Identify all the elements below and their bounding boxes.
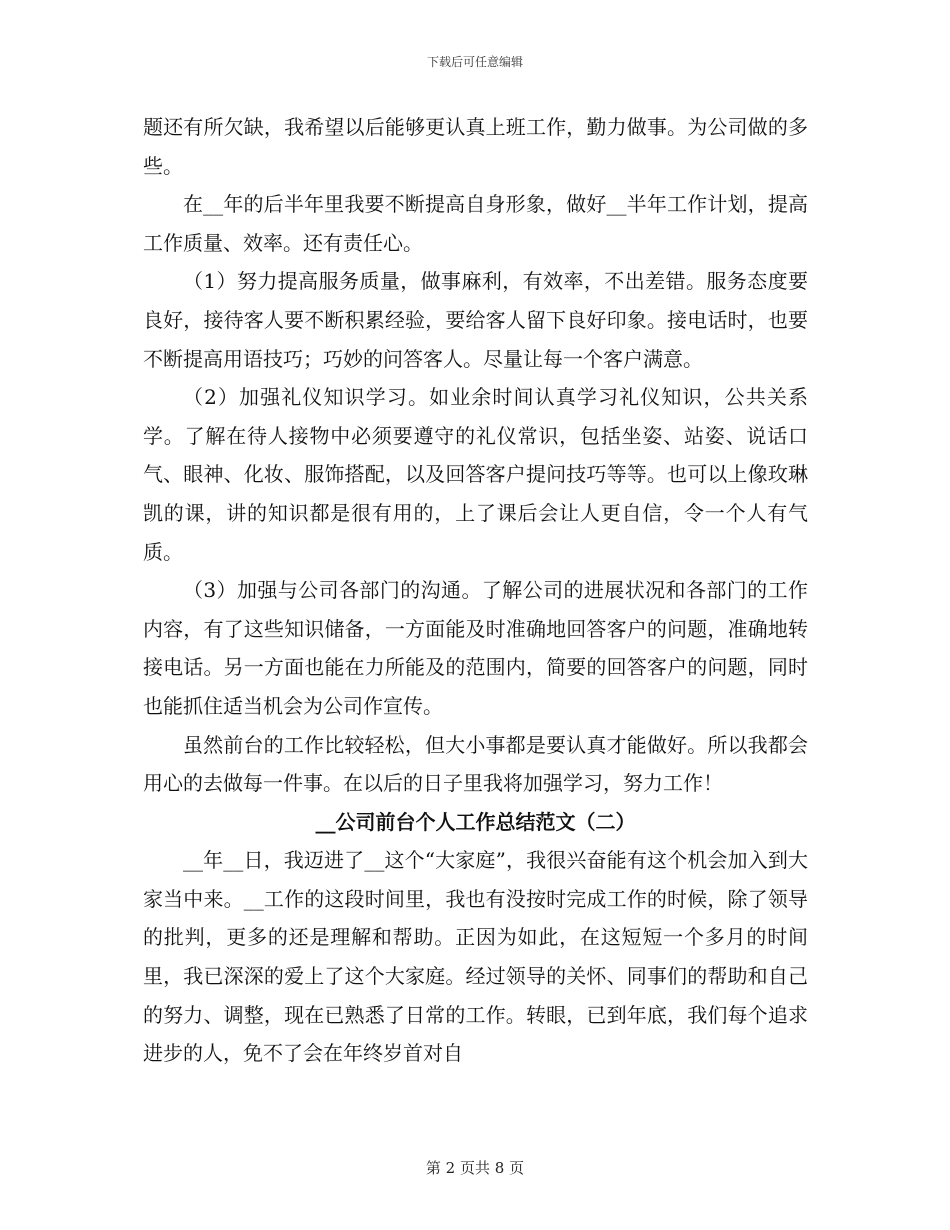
page-footer: 第 2 页共 8 页 — [425, 1159, 525, 1177]
section-paragraph: __年__日，我迈进了__这个“大家庭”，我很兴奋能有这个机会加入到大家当中来。__工作的这段时间里，我也有没按时完成工作的时候，除了领导的批判，更多的还是理解和帮助。正因为如此，在这短短一个多月的时间里，我已深深的爱上了这个大家庭。经过领导的关怀、同事们的帮助和自己的努力、调整，现在已熟悉了日常的工作。转眼，已到年底，我们每个追求进步的人，免不了会在年终岁首对自 — [143, 848, 808, 1066]
paragraph-conclusion: 虽然前台的工作比较轻松，但大小事都是要认真才能做好。所以我都会用心的去做每一件事。在以后的日子里我将加强学习，努力工作！ — [143, 732, 808, 796]
paragraph-continuation: 题还有所欠缺，我希望以后能够更认真上班工作，勤力做事。为公司做的多些。 — [143, 115, 808, 178]
paragraph-item-3: （3）加强与公司各部门的沟通。了解公司的进展状况和各部门的工作内容，有了这些知识储备，一方面能及时准确地回答客户的问题，准确地转接电话。另一方面也能在力所能及的范围内，简要的回答客户的问题，同时也能抓住适当机会为公司作宣传。 — [143, 578, 808, 718]
paragraph-item-2: （2）加强礼仪知识学习。如业余时间认真学习礼仪知识，公共关系学。了解在待人接物中必须要遵守的礼仪常识，包括坐姿、站姿、说话口气、眼神、化妆、服饰搭配，以及回答客户提问技巧等等。也可以上像玫琳凯的课，讲的知识都是很有用的，上了课后会让人更自信，令一个人有气质。 — [143, 385, 808, 564]
document-body — [143, 108, 808, 1073]
page-header: 下载后可任意编辑 — [426, 55, 523, 69]
paragraph-item-1: （1）努力提高服务质量，做事麻利，有效率，不出差错。服务态度要良好，接待客人要不断积累经验，要给客人留下良好印象。接电话时，也要不断提高用语技巧；巧妙的问答客人。尽量让每一个客户满意。 — [143, 269, 808, 371]
section-heading: __公司前台个人工作总结范文（二） — [315, 809, 636, 834]
paragraph-plan: 在__年的后半年里我要不断提高自身形象，做好__半年工作计划，提高工作质量、效率。还有责任心。 — [143, 192, 808, 255]
